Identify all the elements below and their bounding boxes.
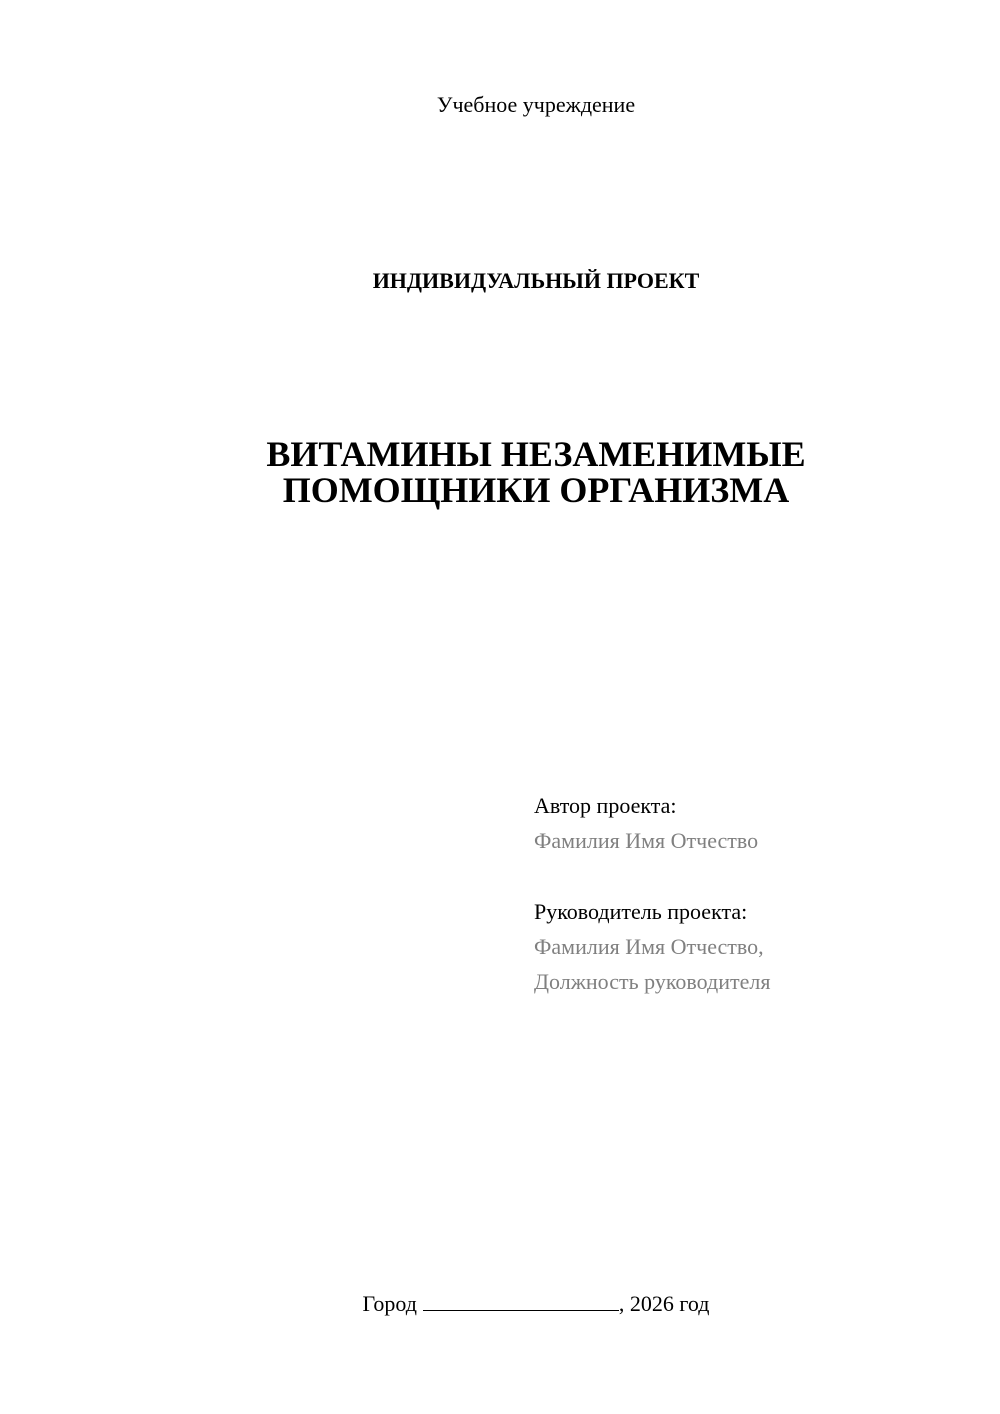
city-label: Город [362,1291,417,1316]
author-block [534,788,758,858]
project-title [136,436,936,508]
supervisor-position: Должность руководителя [534,969,771,994]
title-line: ВИТАМИНЫ НЕЗАМЕНИМЫЕ [266,434,806,474]
project-type: ИНДИВИДУАЛЬНЫЙ ПРОЕКТ [372,268,700,293]
institution: Учебное учреждение [436,92,636,117]
author-name: Фамилия Имя Отчество [534,828,759,853]
supervisor-label: Руководитель проекта: [534,899,748,924]
footer [136,1290,936,1317]
supervisor-name: Фамилия Имя Отчество, [534,934,764,959]
year: , 2026 год [618,1291,710,1316]
author-label: Автор проекта: [534,793,677,818]
supervisor-block [534,894,770,999]
city-blank-line [423,1290,619,1311]
title-line: ПОМОЩНИКИ ОРГАНИЗМА [282,470,790,510]
